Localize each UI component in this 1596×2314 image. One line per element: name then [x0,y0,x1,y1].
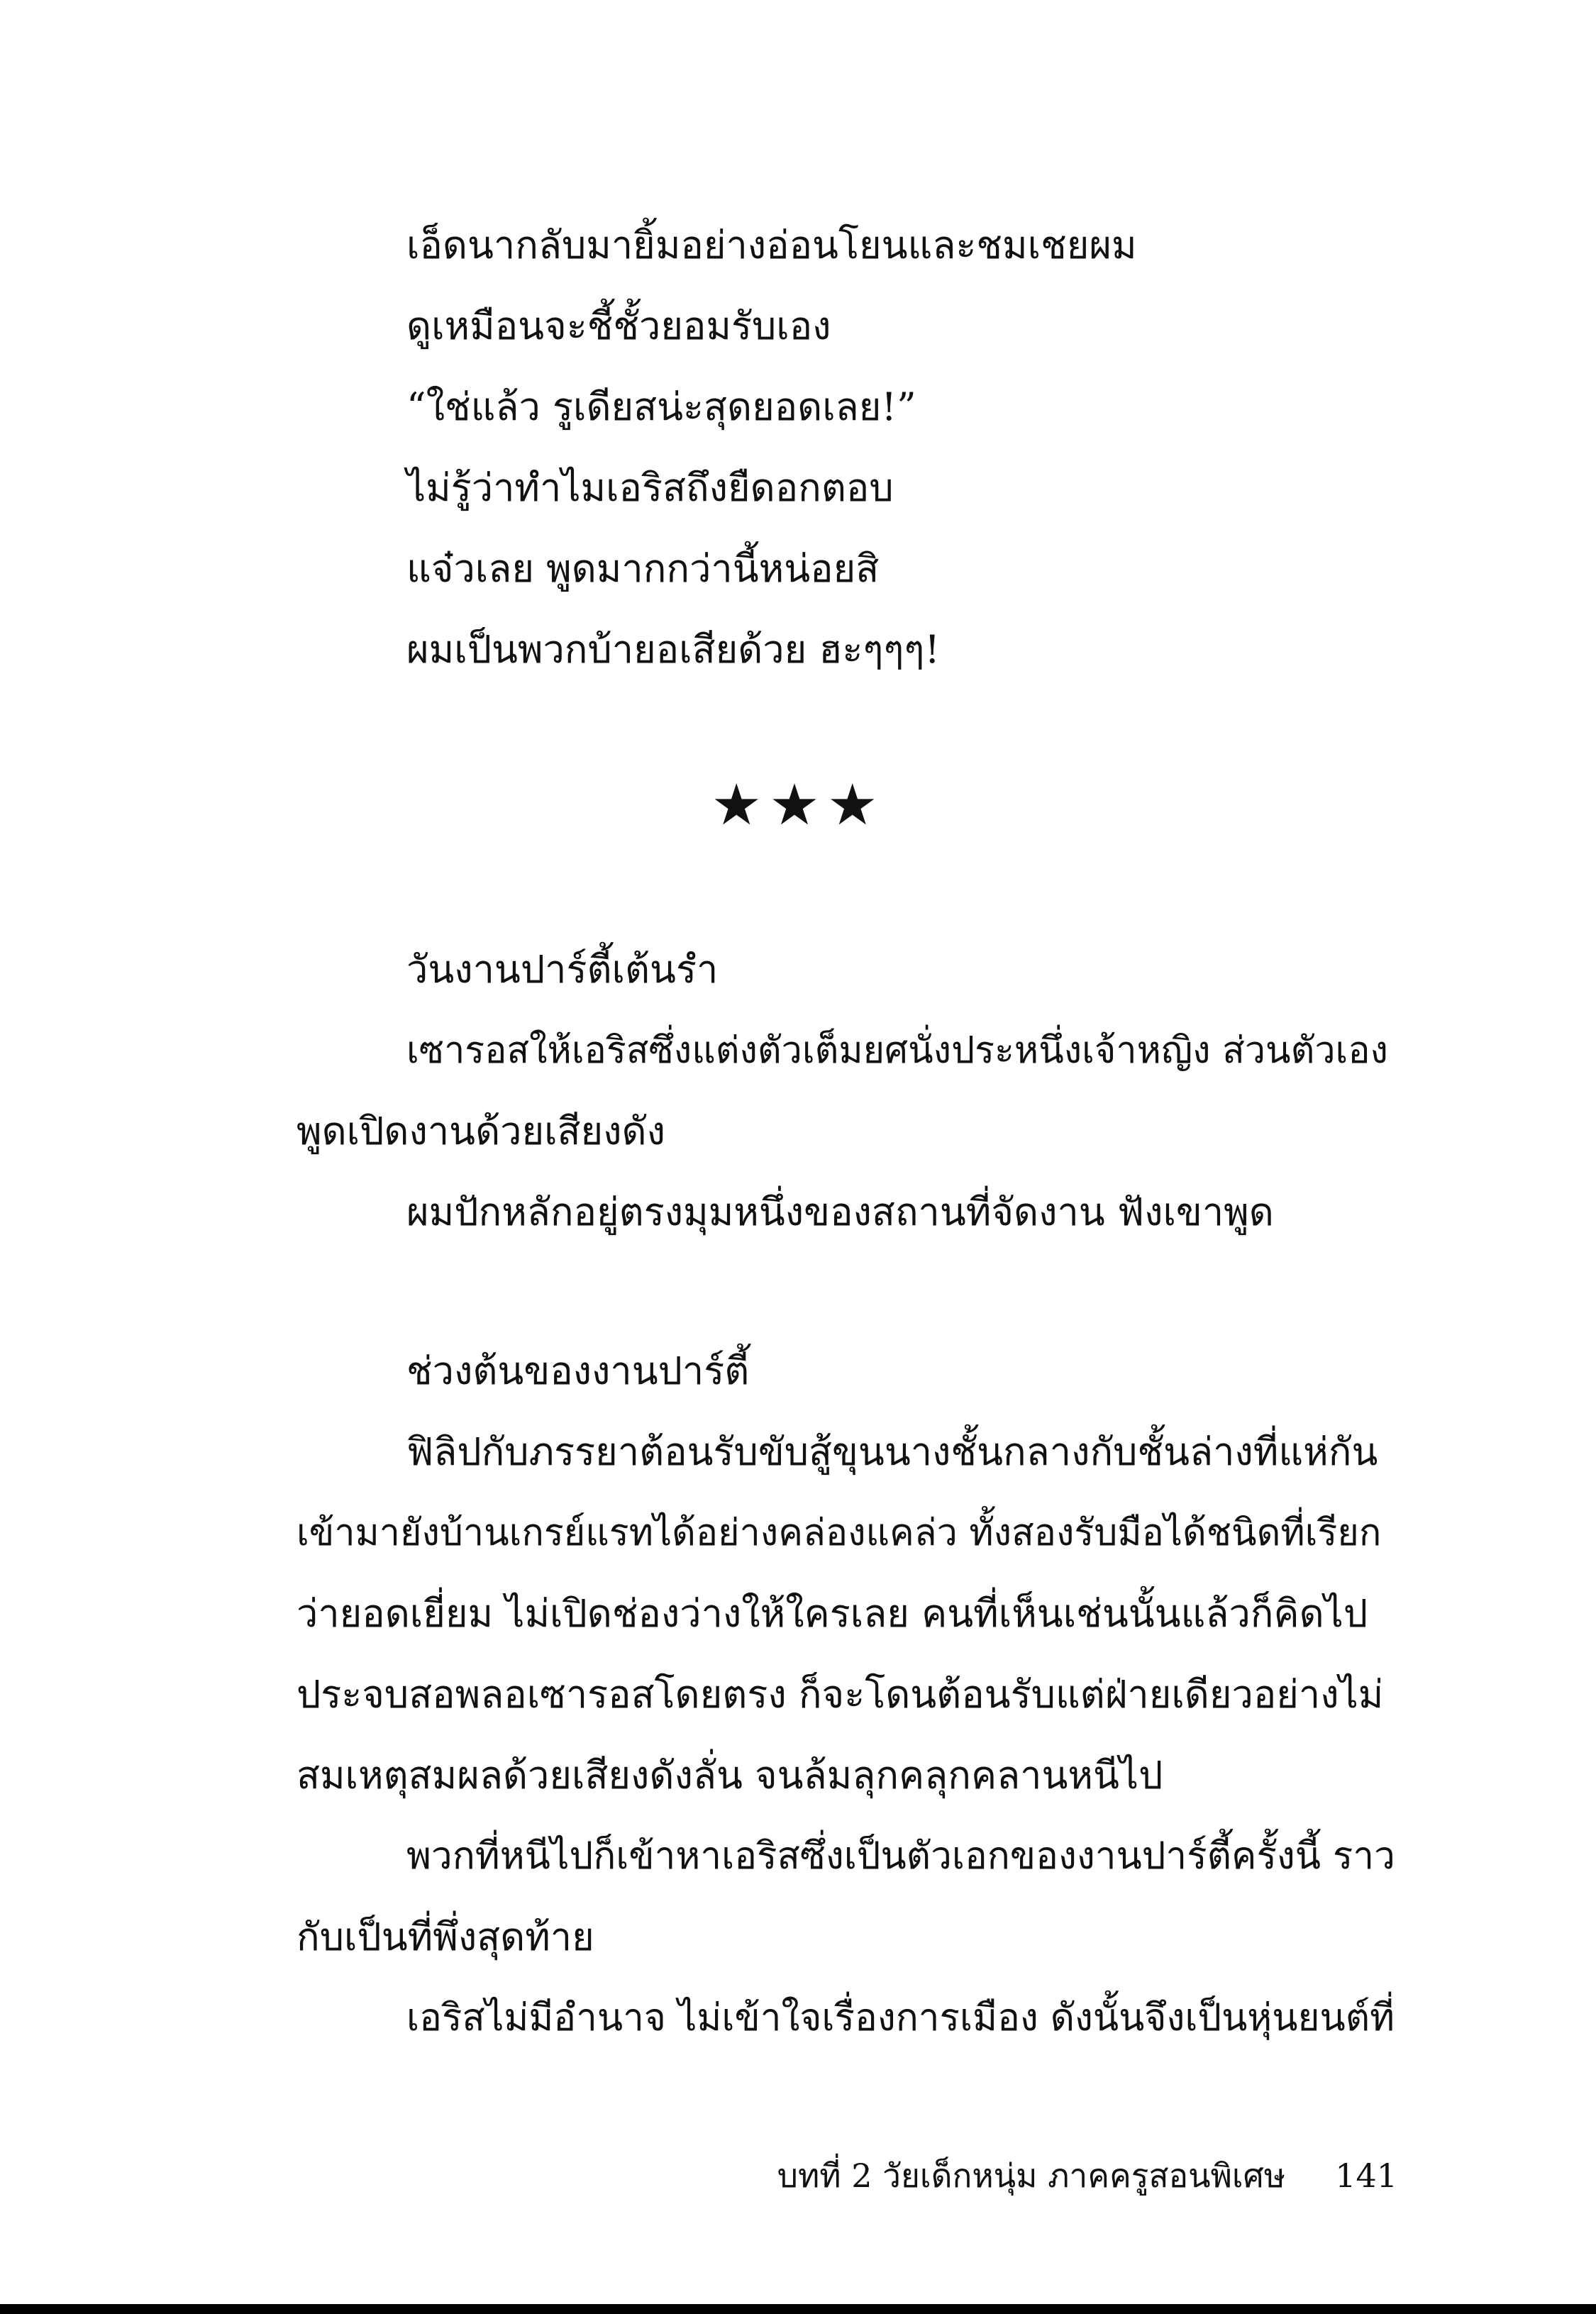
bottom-border [0,2304,1596,2314]
text-line: ผมเป็นพวกบ้ายอเสียด้วย ฮะๆๆๆ! [406,627,941,672]
paragraph-line: สมเหตุสมผลด้วยเสียงดังลั่น จนล้มลุกคลุกคลานหนีไป [297,1753,1163,1798]
paragraph-line: เอริสไม่มีอำนาจ ไม่เข้าใจเรื่องการเมือง ดังนั้นจึงเป็นหุ่นยนต์ที่ [406,1996,1395,2039]
text-line: เอ็ดนากลับมายิ้มอย่างอ่อนโยนและชมเชยผม [406,223,1137,267]
paragraph-line: เข้ามายังบ้านเกรย์แรทได้อย่างคล่องแคล่ว ทั้งสองรับมือได้ชนิดที่เรียก [297,1512,1382,1554]
paragraph-line: ประจบสอพลอเซารอสโดยตรง ก็จะโดนต้อนรับแต่ฝ่ายเดียวอย่างไม่ [297,1672,1384,1717]
text-line: แจ๋วเลย พูดมากกว่านี้หน่อยสิ [406,546,880,591]
paragraph-line: พูดเปิดงานด้วยเสียงดัง [297,1109,665,1153]
paragraph-line: ช่วงต้นของงานปาร์ตี้ [406,1349,750,1393]
paragraph-line: วันงานปาร์ตี้เต้นรำ [406,947,719,992]
paragraph-line: ผมปักหลักอยู่ตรงมุมหนึ่งของสถานที่จัดงาน ฟังเขาพูด [406,1190,1274,1234]
page-number: 141 [1335,2157,1397,2195]
section-break-stars: ★★★ [711,772,885,838]
paragraph-line: เซารอสให้เอริสซึ่งแต่งตัวเต็มยศนั่งประหนึ่งเจ้าหญิง ส่วนตัวเอง [406,1029,1388,1072]
paragraph-line: พวกที่หนีไปก็เข้าหาเอริสซึ่งเป็นตัวเอกของงานปาร์ตี้ครั้งนี้ ราว [406,1834,1395,1878]
text-line: “ใช่แล้ว รูเดียสน่ะสุดยอดเลย!” [406,384,916,429]
page-footer [777,2144,1397,2208]
text-line: ดูเหมือนจะชี้ชั้วยอมรับเอง [406,304,831,348]
paragraph-line: กับเป็นที่พึ่งสุดท้าย [297,1915,594,1959]
text-line: ไม่รู้ว่าทำไมเอริสถึงยืดอกตอบ [406,465,894,510]
running-head: บทที่ 2 วัยเด็กหนุ่ม ภาคครูสอนพิเศษ [777,2157,1286,2195]
paragraph-line: ฟิลิปกับภรรยาต้อนรับขับสู้ขุนนางชั้นกลางกับชั้นล่างที่แห่กัน [406,1429,1378,1474]
paragraph-line: ว่ายอดเยี่ยม ไม่เปิดช่องว่างให้ใครเลย คนที่เห็นเช่นนั้นแล้วก็คิดไป [297,1591,1368,1636]
